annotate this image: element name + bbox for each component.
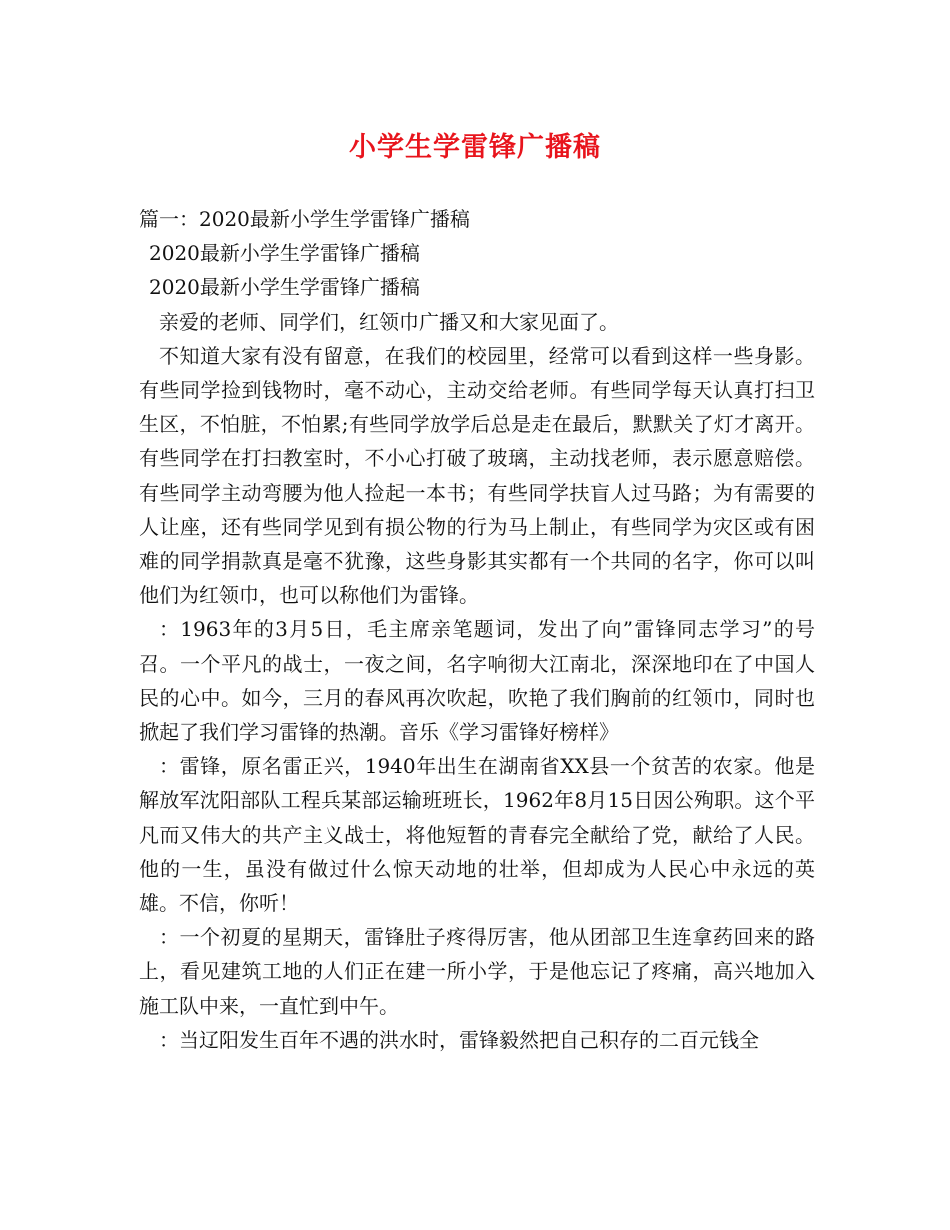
paragraph-greeting: 亲爱的老师、同学们，红领巾广播又和大家见面了。: [159, 309, 619, 334]
paragraph-campus-figures: 不知道大家有没有留意，在我们的校园里，经常可以看到这样一些身影。有些同学捡到钱物时，毫不动心，主动交给老师。有些同学每天认真打扫卫生区，不怕脏，不怕累;有些同学放学后总是走在最后，默默关了灯才离开。有些同学在打扫教室时，不小心打破了玻璃，主动找老师，表示愿意赔偿。有些同学主动弯腰为他人捡起一本书；有些同学扶盲人过马路；为有需要的人让座，还有些同学见到有损公物的行为马上制止，有些同学为灾区或有困难的同学捐款真是毫不犹豫，这些身影其实都有一个共同的名字，你可以叫他们为红领巾，也可以称他们为雷锋。: [139, 343, 815, 608]
paragraph-lei-feng-bio: ：雷锋，原名雷正兴，1940年出生在湖南省XX县一个贫苦的农家。他是解放军沈阳部队工程兵某部运输班班长，1962年8月15日因公殉职。这个平凡而又伟大的共产主义战士，将他短暂的青春完全献给了党，献给了人民。他的一生，虽没有做过什么惊天动地的壮举，但却成为人民心中永远的英雄。不信，你听！: [139, 754, 815, 916]
heading-line-2: 2020最新小学生学雷锋广播稿: [149, 241, 420, 266]
document-title: 小学生学雷锋广播稿: [349, 132, 601, 163]
heading-line-3: 2020最新小学生学雷锋广播稿: [149, 275, 420, 300]
document-body: [139, 202, 815, 1057]
paragraph-summer-sunday: ：一个初夏的星期天，雷锋肚子疼得厉害，他从团部卫生连拿药回来的路上，看见建筑工地的人们正在建一所小学，于是他忘记了疼痛，高兴地加入施工队中来，一直忙到中午。: [139, 925, 815, 1018]
paragraph-1963-inscription: ：1963年的3月5日，毛主席亲笔题词，发出了向”雷锋同志学习”的号召。一个平凡的战士，一夜之间，名字响彻大江南北，深深地印在了中国人民的心中。如今，三月的春风再次吹起，吹艳了我们胸前的红领巾，同时也掀起了我们学习雷锋的热潮。音乐《学习雷锋好榜样》: [139, 617, 815, 745]
heading-line-1: 篇一：2020最新小学生学雷锋广播稿: [139, 207, 470, 231]
paragraph-liaoyang-flood: ：当辽阳发生百年不遇的洪水时，雷锋毅然把自己积存的二百元钱全: [159, 1027, 759, 1052]
